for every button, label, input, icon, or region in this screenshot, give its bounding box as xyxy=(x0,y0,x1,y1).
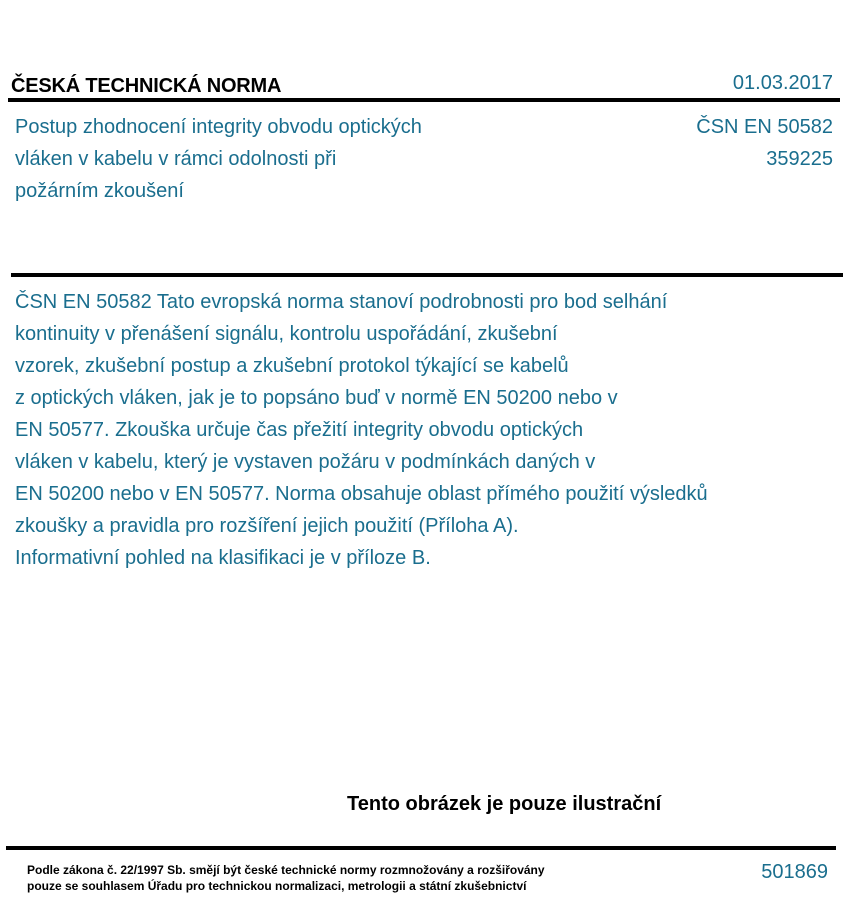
illustration-notice: Tento obrázek je pouze ilustrační xyxy=(347,793,662,815)
standard-title-line: požárním zkoušení xyxy=(15,180,184,202)
description-line: vláken v kabelu, který je vystaven požáru v podmínkách daných v xyxy=(15,451,596,473)
document-type-title: ČESKÁ TECHNICKÁ NORMA xyxy=(11,75,282,97)
publication-date: 01.03.2017 xyxy=(732,72,833,94)
section-divider xyxy=(11,273,843,277)
description-line: z optických vláken, jak je to popsáno buď v normě EN 50200 nebo v xyxy=(15,387,618,409)
standard-code: ČSN EN 50582 xyxy=(696,116,833,138)
document-number: 501869 xyxy=(761,861,828,883)
header-divider xyxy=(8,98,840,102)
description-line: ČSN EN 50582 Tato evropská norma stanoví podrobnosti pro bod selhání xyxy=(15,291,668,313)
classification-number: 359225 xyxy=(766,148,833,170)
description-line: Informativní pohled na klasifikaci je v příloze B. xyxy=(15,547,431,569)
standard-description xyxy=(15,286,775,574)
description-line: kontinuity v přenášení signálu, kontrolu uspořádání, zkušební xyxy=(15,323,558,345)
description-line: EN 50577. Zkouška určuje čas přežití integrity obvodu optických xyxy=(15,419,584,441)
standard-title-line: Postup zhodnocení integrity obvodu optických xyxy=(15,116,422,138)
description-line: EN 50200 nebo v EN 50577. Norma obsahuje oblast přímého použití výsledků xyxy=(15,483,708,505)
legal-notice-line: pouze se souhlasem Úřadu pro technickou normalizaci, metrologii a státní zkušebnictví xyxy=(27,879,527,893)
standard-title-line: vláken v kabelu v rámci odolnosti při xyxy=(15,148,337,170)
legal-notice-line: Podle zákona č. 22/1997 Sb. smějí být české technické normy rozmnožovány a rozšiřovány xyxy=(27,863,545,877)
footer-divider xyxy=(6,846,836,850)
standard-identifiers xyxy=(696,111,833,175)
standard-title xyxy=(15,111,485,207)
description-line: vzorek, zkušební postup a zkušební protokol týkající se kabelů xyxy=(15,355,569,377)
legal-notice xyxy=(27,862,545,894)
description-line: zkoušky a pravidla pro rozšíření jejich použití (Příloha A). xyxy=(15,515,519,537)
